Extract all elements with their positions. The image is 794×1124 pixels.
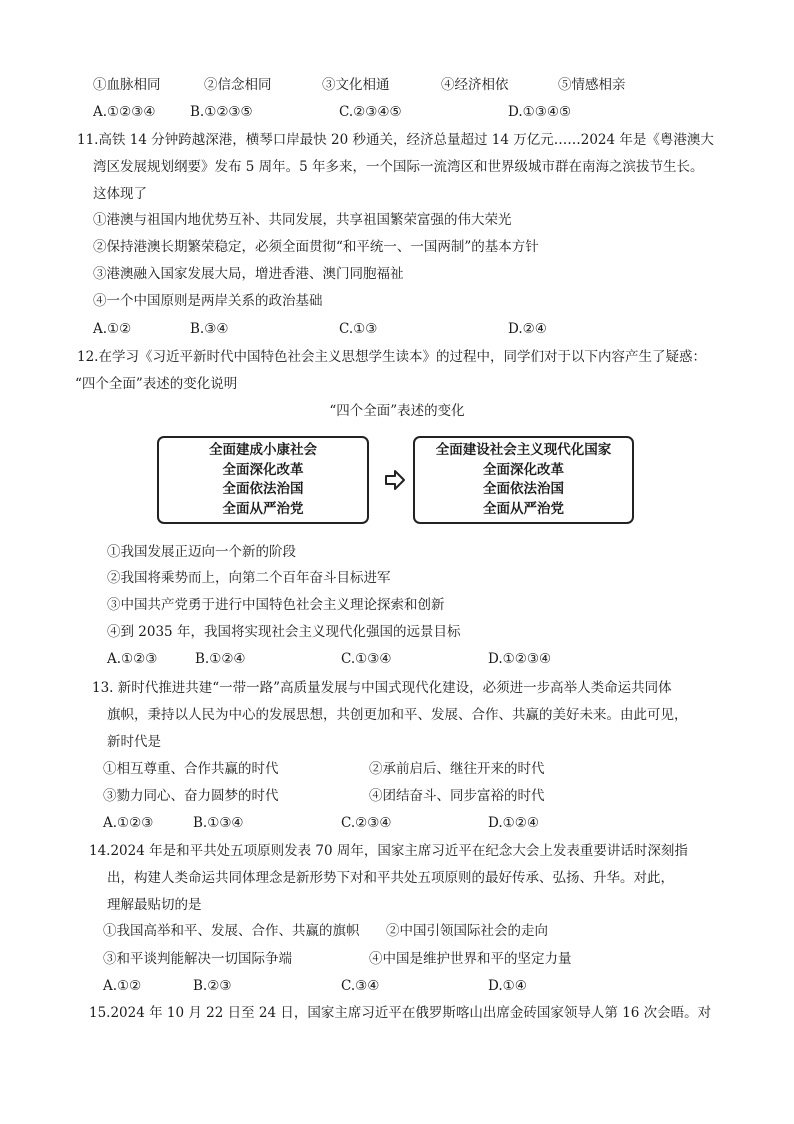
q13-item-1: ①相互尊重、合作共赢的时代	[103, 761, 279, 777]
box-after-line: 全面深化改革	[483, 461, 564, 478]
figure-box-after	[413, 436, 634, 524]
q12-item-2: ②我国将乘势而上，向第二个百年奋斗目标进军	[107, 570, 391, 586]
q12-item-4: ④到 2035 年，我国将实现社会主义现代化强国的远景目标	[107, 624, 461, 640]
q14-option-b: B.②③	[193, 978, 232, 994]
q14-item-3: ③和平谈判能解决一切国际争端	[103, 951, 292, 967]
q11-stem-line-1: 11.高铁 14 分钟跨越深港，横琴口岸最快 20 秒通关，经济总量超过 14 万亿元……2024 年是《粤港澳大	[77, 132, 714, 148]
q11-item-1: ①港澳与祖国内地优势互补、共同发展，共享祖国繁荣富强的伟大荣光	[93, 212, 512, 228]
q12-option-d: D.①②③④	[488, 651, 552, 667]
q12-stem-line-1: 12.在学习《习近平新时代中国特色社会主义思想学生读本》的过程中，同学们对于以下内容产生了疑惑：	[77, 349, 706, 365]
q10-item-2: ②信念相同	[204, 77, 272, 93]
q14-option-d: D.①④	[488, 978, 527, 994]
q10-item-1: ①血脉相同	[93, 77, 161, 93]
q11-stem-line-3: 这体现了	[93, 186, 147, 202]
q14-stem-line-1: 14.2024 年是和平共处五项原则发表 70 周年，国家主席习近平在纪念大会上发表重要讲话时深刻指	[89, 843, 688, 859]
q12-option-b: B.①②④	[195, 651, 246, 667]
q12-item-3: ③中国共产党勇于进行中国特色社会主义理论探索和创新	[107, 597, 445, 613]
box-before-line: 全面建成小康社会	[209, 442, 317, 458]
q14-item-1: ①我国高举和平、发展、合作、共赢的旗帜	[103, 923, 360, 939]
q10-option-a: A.①②③④	[93, 104, 156, 120]
q13-stem-line-1: 13. 新时代推进共建“一带一路”高质量发展与中国式现代化建设，必须进一步高举人类命运共同体	[92, 680, 672, 696]
q14-item-2: ②中国引领国际社会的走向	[386, 923, 548, 939]
q10-item-5: ⑤情感相亲	[558, 77, 626, 93]
q12-stem-line-2: “四个全面”表述的变化说明	[75, 376, 238, 392]
right-arrow-icon	[384, 469, 406, 491]
q11-option-c: C.①③	[339, 321, 378, 337]
q14-option-c: C.③④	[341, 978, 380, 994]
q13-item-2: ②承前启后、继往开来的时代	[369, 761, 545, 777]
q13-stem-line-2: 旗帜，秉持以人民为中心的发展思想，共创更加和平、发展、合作、共赢的美好未来。由此可见，	[107, 707, 688, 723]
q10-item-3: ③文化相通	[322, 77, 390, 93]
box-before-line: 全面从严治党	[222, 500, 304, 517]
q13-option-d: D.①②④	[488, 815, 539, 831]
q11-option-d: D.②④	[508, 321, 547, 337]
q11-option-b: B.③④	[190, 321, 229, 337]
box-before-line: 全面依法治国	[222, 481, 304, 497]
q11-item-3: ③港澳融入国家发展大局，增进香港、澳门同胞福祉	[93, 266, 404, 282]
q13-option-a: A.①②③	[103, 815, 154, 831]
q11-item-4: ④一个中国原则是两岸关系的政治基础	[93, 293, 323, 309]
q13-option-b: B.①③④	[193, 815, 244, 831]
q12-option-a: A.①②③	[107, 651, 158, 667]
box-after-line: 全面从严治党	[483, 500, 564, 517]
q14-option-a: A.①②	[103, 978, 142, 994]
box-before-line: 全面深化改革	[222, 461, 304, 478]
q13-option-c: C.②③④	[341, 815, 392, 831]
q10-option-d: D.①③④⑤	[508, 104, 572, 120]
box-after-line: 全面建设社会主义现代化国家	[435, 442, 612, 458]
box-after-line: 全面依法治国	[483, 481, 564, 497]
q11-item-2: ②保持港澳长期繁荣稳定，必须全面贯彻“和平统一、一国两制”的基本方针	[93, 239, 539, 255]
q10-item-4: ④经济相依	[441, 77, 509, 93]
q10-option-c: C.②③④⑤	[339, 104, 402, 120]
q13-item-4: ④团结奋斗、同步富裕的时代	[369, 788, 545, 804]
q13-stem-line-3: 新时代是	[107, 734, 161, 750]
q14-stem-line-3: 理解最贴切的是	[107, 897, 202, 913]
q11-option-a: A.①②	[93, 321, 132, 337]
figure-box-before	[157, 436, 369, 524]
q13-item-3: ③勠力同心、奋力圆梦的时代	[103, 788, 279, 804]
figure-title: “四个全面”表述的变化	[329, 403, 465, 419]
q15-stem-line-1: 15.2024 年 10 月 22 日至 24 日，国家主席习近平在俄罗斯喀山出席金砖国家领导人第 16 次会晤。对	[89, 1005, 712, 1021]
q14-stem-line-2: 出，构建人类命运共同体理念是新形势下对和平共处五项原则的最好传承、弘扬、升华。对此，	[107, 870, 674, 886]
q12-option-c: C.①③④	[341, 651, 392, 667]
q12-item-1: ①我国发展正迈向一个新的阶段	[107, 544, 296, 560]
q10-option-b: B.①②③⑤	[190, 104, 253, 120]
q14-item-4: ④中国是维护世界和平的坚定力量	[369, 951, 572, 967]
q11-stem-line-2: 湾区发展规划纲要》发布 5 周年。5 年多来，一个国际一流湾区和世界级城市群在南海之滨拔节生长。	[93, 159, 704, 175]
